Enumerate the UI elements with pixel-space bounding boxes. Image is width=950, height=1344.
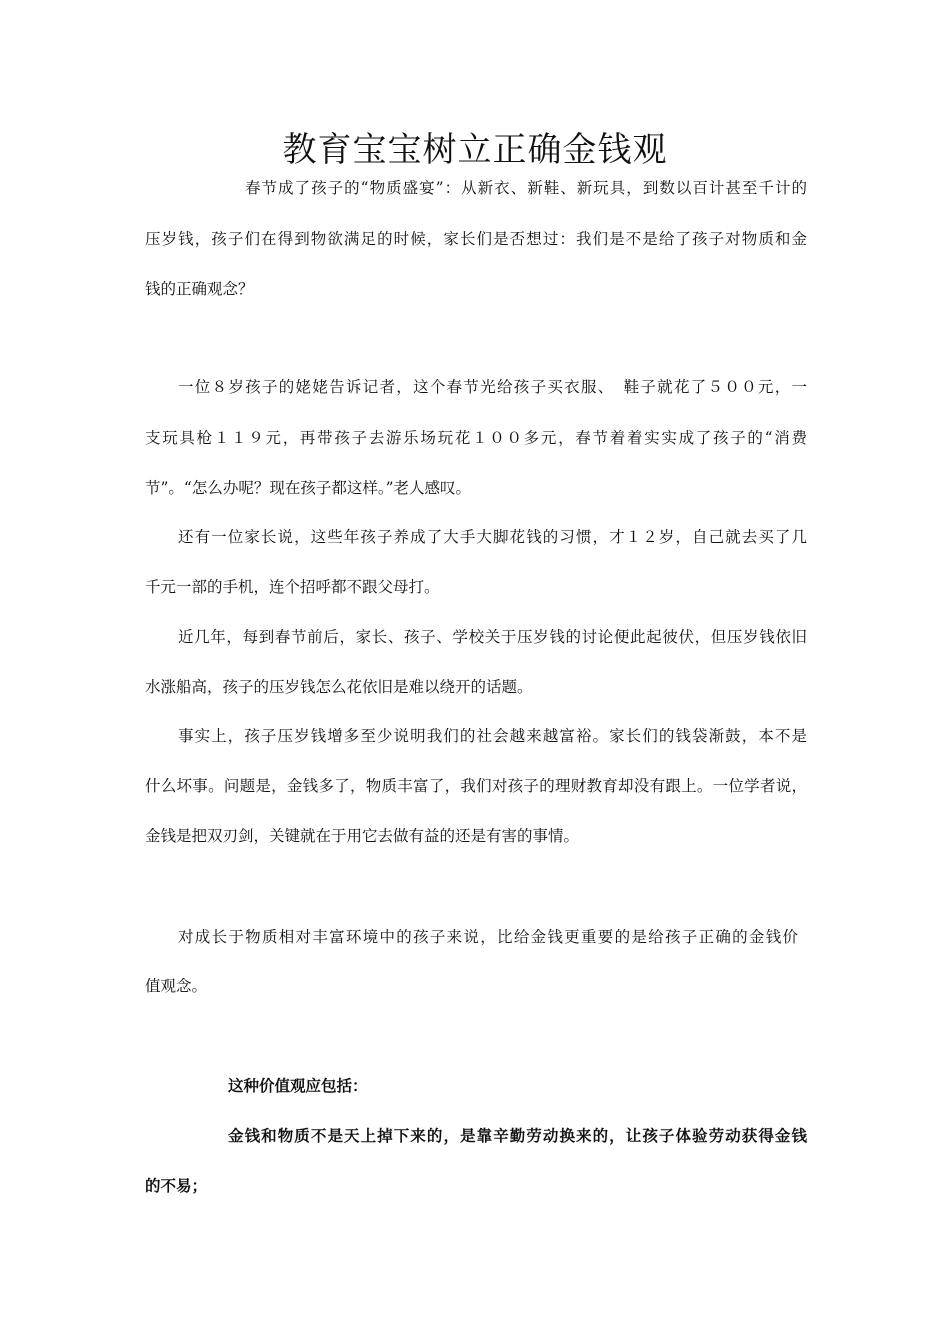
paragraph-line: 节”。“怎么办呢？现在孩子都这样。”老人感叹。 xyxy=(145,479,472,497)
paragraph-line: 水涨船高，孩子的压岁钱怎么花依旧是难以绕开的话题。 xyxy=(145,678,533,696)
paragraph-line: 千元一部的手机，连个招呼都不跟父母打。 xyxy=(145,578,440,596)
paragraph-line: 支玩具枪１１９元，再带孩子去游乐场玩花１００多元，春节着着实实成了孩子的“消费 xyxy=(145,429,807,447)
paragraph-line: 的不易； xyxy=(145,1176,208,1195)
paragraph-line: 还有一位家长说，这些年孩子养成了大手大脚花钱的习惯，才１２岁，自己就去买了几 xyxy=(178,528,807,546)
paragraph-line: 对成长于物质相对丰富环境中的孩子来说，比给金钱更重要的是给孩子正确的金钱价 xyxy=(178,928,798,946)
paragraph-line: 近几年，每到春节前后，家长、孩子、学校关于压岁钱的讨论便此起彼伏，但压岁钱依旧 xyxy=(178,628,807,646)
paragraph-line: 值观念。 xyxy=(145,977,208,995)
paragraph-line: 金钱和物质不是天上掉下来的，是靠辛勤劳动换来的，让孩子体验劳动获得金钱 xyxy=(228,1126,807,1145)
paragraph-line: 一位８岁孩子的姥姥告诉记者，这个春节光给孩子买衣服、 鞋子就花了５００元，一 xyxy=(178,378,807,396)
paragraph-line: 金钱是把双刃剑，关键就在于用它去做有益的还是有害的事情。 xyxy=(145,827,580,845)
paragraph-line: 钱的正确观念？ xyxy=(145,280,254,298)
document-title: 教育宝宝树立正确金钱观 xyxy=(282,130,668,170)
section-heading: 这种价值观应包括： xyxy=(228,1076,368,1095)
paragraph-line: 什么坏事。问题是，金钱多了，物质丰富了，我们对孩子的理财教育却没有跟上。一位学者说， xyxy=(145,777,807,795)
paragraph-line: 事实上，孩子压岁钱增多至少说明我们的社会越来越富裕。家长们的钱袋渐鼓，本不是 xyxy=(178,727,807,745)
paragraph-line: 春节成了孩子的“物质盛宴”：从新衣、新鞋、新玩具，到数以百计甚至千计的 xyxy=(245,179,807,197)
paragraph-line: 压岁钱，孩子们在得到物欲满足的时候，家长们是否想过：我们是不是给了孩子对物质和金 xyxy=(145,230,807,248)
